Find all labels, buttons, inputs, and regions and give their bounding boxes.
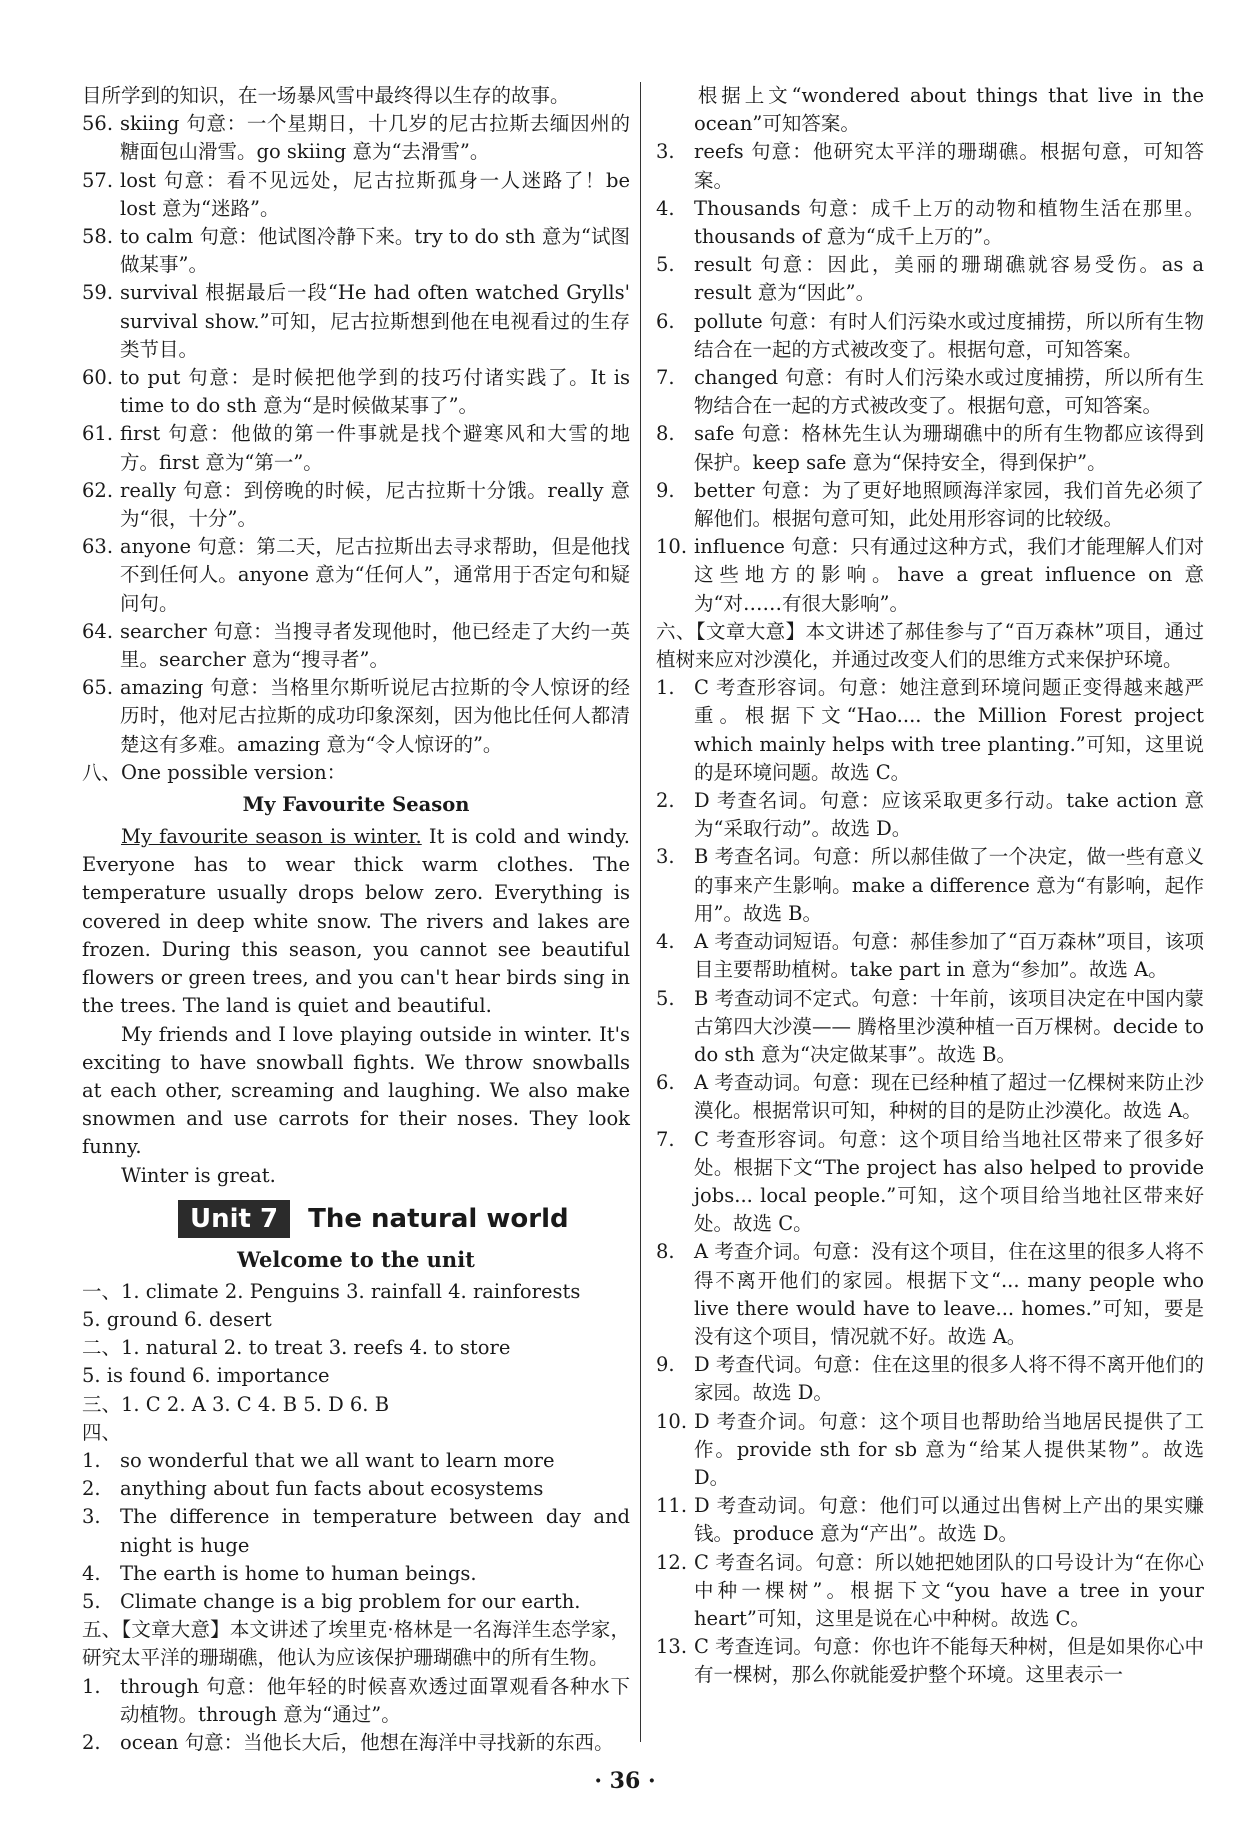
list-item <box>656 195 1204 251</box>
list-item <box>656 985 1204 1070</box>
item-text: C 考查形容词。句意：她注意到环境问题正变得越来越严重。根据下文“Hao.... the Million Forest project which mainly helps with tree planting.”可知，这里说的是环境问题。故选 C。 <box>694 676 1204 784</box>
item-number: 57. <box>82 168 114 192</box>
list-item <box>82 1503 630 1559</box>
section-1-line-b: 5. ground 6. desert <box>82 1307 272 1331</box>
item-text: A 考查动词短语。句意：郝佳参加了“百万森林”项目，该项目主要帮助植树。take part in 意为“参加”。故选 A。 <box>694 930 1204 982</box>
item-text: D 考查代词。句意：住在这里的很多人将不得不离开他们的家园。故选 D。 <box>694 1353 1204 1405</box>
item-text: anything about fun facts about ecosystems <box>120 1477 544 1501</box>
item-number: 62. <box>82 478 114 502</box>
item-text: amazing 句意：当格里尔斯听说尼古拉斯的令人惊讶的经历时，他对尼古拉斯的成功印象深刻，因为他比任何人都清楚这有多难。amazing 意为“令人惊讶的”。 <box>120 676 630 756</box>
answer-list-56-65 <box>82 110 630 759</box>
item-number: 5. <box>82 1589 101 1613</box>
list-item <box>82 1588 630 1616</box>
list-item <box>82 167 630 223</box>
item-text: C 考查形容词。句意：这个项目给当地社区带来了很多好处。根据下文“The project has also helped to provide jobs... local people.”可知，这个项目给当地社区带来好处。故选 C。 <box>694 1127 1204 1236</box>
item-number: 56. <box>82 112 114 136</box>
essay-title: My Favourite Season <box>242 793 470 817</box>
item-text: A 考查动词。句意：现在已经种植了超过一亿棵树来防止沙漠化。根据常识可知，种树的目的是防止沙漠化。故选 A。 <box>694 1071 1204 1123</box>
item-number: 59. <box>82 281 114 305</box>
list-item <box>656 1351 1204 1407</box>
item-number: 13. <box>656 1635 688 1659</box>
intro-line: 目所学到的知识，在一场暴风雪中最终得以生存的故事。 <box>82 84 570 107</box>
item-number: 7. <box>656 366 675 390</box>
item-text: to calm 句意：他试图冷静下来。try to do sth 意为“试图做某事”。 <box>120 225 630 277</box>
item-number: 61. <box>82 422 114 446</box>
item-number: 1. <box>656 676 675 700</box>
list-item <box>82 1673 630 1729</box>
list-item <box>82 618 630 674</box>
list-item <box>82 364 630 420</box>
answer-list-3-10 <box>656 138 1204 617</box>
essay-paragraph-1-rest: It is cold and windy. Everyone has to wear thick warm clothes. The temperature usually drops below zero. Everything is covered in deep white snow. The rivers and lakes are frozen. During this season, you cannot see beautiful flowers or green trees, and you can't hear birds sing in the trees. The land is quiet and beautiful. <box>82 825 630 1018</box>
list-item <box>82 223 630 279</box>
list-item <box>82 477 630 533</box>
continued-item: 根据上文“wondered about things that live in the ocean”可知答案。 <box>694 84 1204 136</box>
item-text: D 考查介词。句意：这个项目也帮助给当地居民提供了工作。provide sth for sb 意为“给某人提供某物”。故选 D。 <box>694 1409 1204 1489</box>
list-item <box>82 1560 630 1588</box>
item-text: pollute 句意：有时人们污染水或过度捕捞，所以所有生物结合在一起的方式被改变了。根据句意，可知答案。 <box>694 309 1204 361</box>
item-number: 3. <box>82 1505 101 1529</box>
essay-paragraph-1 <box>82 823 630 1020</box>
item-text: safe 句意：格林先生认为珊瑚礁中的所有生物都应该得到保护。keep safe 意为“保持安全，得到保护”。 <box>694 422 1204 474</box>
item-text: ocean 句意：当他长大后，他想在海洋中寻找新的东西。 <box>120 1730 614 1754</box>
item-text: so wonderful that we all want to learn more <box>120 1448 555 1472</box>
item-number: 58. <box>82 225 114 249</box>
item-number: 7. <box>656 1127 675 1151</box>
list-item <box>656 1549 1204 1634</box>
item-number: 6. <box>656 309 675 333</box>
item-number: 3. <box>656 845 675 869</box>
list-item <box>656 308 1204 364</box>
item-text: The difference in temperature between day and night is huge <box>120 1505 630 1557</box>
list-item <box>656 843 1204 928</box>
item-text: D 考查动词。句意：他们可以通过出售树上产出的果实赚钱。produce 意为“产出”。故选 D。 <box>694 1494 1204 1546</box>
item-text: better 句意：为了更好地照顾海洋家园，我们首先必须了解他们。根据句意可知，此处用形容词的比较级。 <box>694 478 1204 531</box>
item-number: 8. <box>656 422 675 446</box>
item-number: 65. <box>82 676 114 700</box>
list-item <box>656 674 1204 787</box>
list-item <box>656 1126 1204 1239</box>
list-item <box>82 1729 630 1757</box>
list-item <box>656 1633 1204 1689</box>
item-number: 5. <box>656 253 675 277</box>
item-text: Climate change is a big problem for our earth. <box>120 1589 581 1613</box>
item-number: 8. <box>656 1240 675 1264</box>
item-number: 12. <box>656 1550 688 1574</box>
item-text: reefs 句意：他研究太平洋的珊瑚礁。根据句意，可知答案。 <box>694 140 1204 192</box>
section-subtitle: Welcome to the unit <box>237 1246 475 1272</box>
item-text: changed 句意：有时人们污染水或过度捕捞，所以所有生物结合在一起的方式被改变了。根据句意，可知答案。 <box>694 366 1204 418</box>
item-text: searcher 句意：当搜寻者发现他时，他已经走了大约一英里。searcher 意为“搜寻者”。 <box>120 619 630 672</box>
item-number: 6. <box>656 1071 675 1095</box>
item-number: 2. <box>82 1477 101 1501</box>
item-number: 10. <box>656 1409 688 1433</box>
item-number: 60. <box>82 366 114 390</box>
column-divider <box>640 82 641 1742</box>
item-text: C 考查连词。句意：你也许不能每天种树，但是如果你心中有一棵树，那么你就能爱护整个环境。这里表示一 <box>694 1635 1204 1687</box>
essay-paragraph-3: Winter is great. <box>121 1163 276 1187</box>
item-number: 2. <box>656 789 675 813</box>
item-number: 64. <box>82 619 114 643</box>
item-number: 5. <box>656 986 675 1010</box>
item-number: 四、1. <box>82 1420 122 1472</box>
item-text: B 考查名词。句意：所以郝佳做了一个决定，做一些有意义的事来产生影响。make a difference 意为“有影响，起作用”。故选 B。 <box>694 845 1204 925</box>
section-5-list <box>82 1673 630 1758</box>
list-item <box>656 138 1204 194</box>
item-text: skiing 句意：一个星期日，十几岁的尼古拉斯去缅因州的糖面包山滑雪。go skiing 意为“去滑雪”。 <box>120 112 630 164</box>
item-text: influence 句意：只有通过这种方式，我们才能理解人们对这些地方的影响。have a great influence on 意为“对……有很大影响”。 <box>694 535 1204 615</box>
item-number: 1. <box>82 1674 101 1698</box>
left-column <box>82 82 630 1757</box>
item-number: 3. <box>656 140 675 164</box>
item-text: result 句意：因此，美丽的珊瑚礁就容易受伤。as a result 意为“因此”。 <box>694 253 1204 305</box>
item-number: 2. <box>82 1730 101 1754</box>
item-text: The earth is home to human beings. <box>120 1561 477 1585</box>
essay-first-sentence: My favourite season is winter. <box>121 825 422 849</box>
list-item <box>82 279 630 364</box>
item-text: B 考查动词不定式。句意：十年前，该项目决定在中国内蒙古第四大沙漠—— 腾格里沙漠种植一百万棵树。decide to do sth 意为“决定做某事”。故选 B。 <box>694 986 1204 1066</box>
list-item <box>656 1069 1204 1125</box>
list-item <box>82 674 630 759</box>
list-item <box>656 533 1204 618</box>
item-number: 4. <box>82 1561 101 1585</box>
list-item <box>656 1238 1204 1351</box>
item-number: 10. <box>656 535 688 559</box>
item-number: 9. <box>656 1353 675 1377</box>
item-text: anyone 句意：第二天，尼古拉斯出去寻求帮助，但是他找不到任何人。anyone 意为“任何人”，通常用于否定句和疑问句。 <box>120 535 630 615</box>
section-3-line: 三、1. C 2. A 3. C 4. B 5. D 6. B <box>82 1392 390 1416</box>
list-item <box>656 787 1204 843</box>
item-text: to put 句意：是时候把他学到的技巧付诸实践了。It is time to do sth 意为“是时候做某事了”。 <box>120 366 630 418</box>
list-item <box>656 364 1204 420</box>
item-number: 4. <box>656 196 675 220</box>
list-item <box>82 533 630 618</box>
item-number: 9. <box>656 478 675 502</box>
item-number: 11. <box>656 1494 688 1518</box>
unit-label: Unit 7 <box>178 1200 290 1238</box>
list-item <box>656 928 1204 984</box>
unit-title: The natural world <box>308 1203 569 1234</box>
section-2-line-b: 5. is found 6. importance <box>82 1364 330 1388</box>
list-item <box>656 420 1204 476</box>
list-item <box>82 110 630 166</box>
section-6-list <box>656 674 1204 1689</box>
item-text: D 考查名词。句意：应该采取更多行动。take action 意为“采取行动”。故选 D。 <box>694 789 1204 841</box>
item-text: A 考查介词。句意：没有这个项目，住在这里的很多人将不得不离开他们的家园。根据下文“... many people who live there would have to leave... homes.”可知，要是没有这个项目，情况就不好。故选 A。 <box>694 1240 1204 1348</box>
list-item <box>656 251 1204 307</box>
section-2-line-a: 二、1. natural 2. to treat 3. reefs 4. to store <box>82 1336 511 1360</box>
item-text: really 句意：到傍晚的时候，尼古拉斯十分饿。really 意为“很，十分”。 <box>120 478 630 531</box>
item-text: through 句意：他年轻的时候喜欢透过面罩观看各种水下动植物。through 意为“通过”。 <box>120 1674 630 1726</box>
section-4-list <box>82 1419 630 1616</box>
page-number: · 36 · <box>594 1768 656 1794</box>
section-6-intro: 六、【文章大意】本文讲述了郝佳参与了“百万森林”项目，通过植树来应对沙漠化，并通过改变人们的思维方式来保护环境。 <box>656 619 1204 672</box>
list-item <box>82 1419 630 1475</box>
item-text: lost 句意：看不见远处，尼古拉斯孤身一人迷路了！be lost 意为“迷路”。 <box>120 168 630 220</box>
item-text: C 考查名词。句意：所以她把她团队的口号设计为“在你心中种一棵树”。根据下文“you have a tree in your heart”可知，这里是说在心中种树。故选 C。 <box>694 1550 1204 1630</box>
essay-paragraph-2: My friends and I love playing outside in winter. It's exciting to have snowball fights. We throw snowballs at each other, screaming and laughing. We also make snowmen and use carrots for their noses. They look funny. <box>82 1022 630 1159</box>
list-item <box>656 1492 1204 1548</box>
right-column <box>656 82 1204 1690</box>
list-item <box>656 477 1204 533</box>
list-item <box>656 1408 1204 1493</box>
section-5-intro: 五、【文章大意】本文讲述了埃里克·格林是一名海洋生态学家，研究太平洋的珊瑚礁，他认为应该保护珊瑚礁中的所有生物。 <box>82 1618 630 1670</box>
section-1-line-a: 一、1. climate 2. Penguins 3. rainfall 4. rainforests <box>82 1279 581 1303</box>
item-text: survival 根据最后一段“He had often watched Grylls' survival show.”可知，尼古拉斯想到他在电视看过的生存类节目。 <box>120 281 630 361</box>
item-text: first 句意：他做的第一件事就是找个避寒风和大雪的地方。first 意为“第一”。 <box>120 422 630 474</box>
item-text: Thousands 句意：成千上万的动物和植物生活在那里。thousands of 意为“成千上万的”。 <box>694 196 1204 249</box>
item-number: 4. <box>656 930 675 954</box>
item-number: 63. <box>82 535 114 559</box>
list-item <box>82 1475 630 1503</box>
section-8-heading: 八、One possible version： <box>82 760 347 784</box>
list-item <box>82 420 630 476</box>
unit-heading <box>178 1200 630 1238</box>
